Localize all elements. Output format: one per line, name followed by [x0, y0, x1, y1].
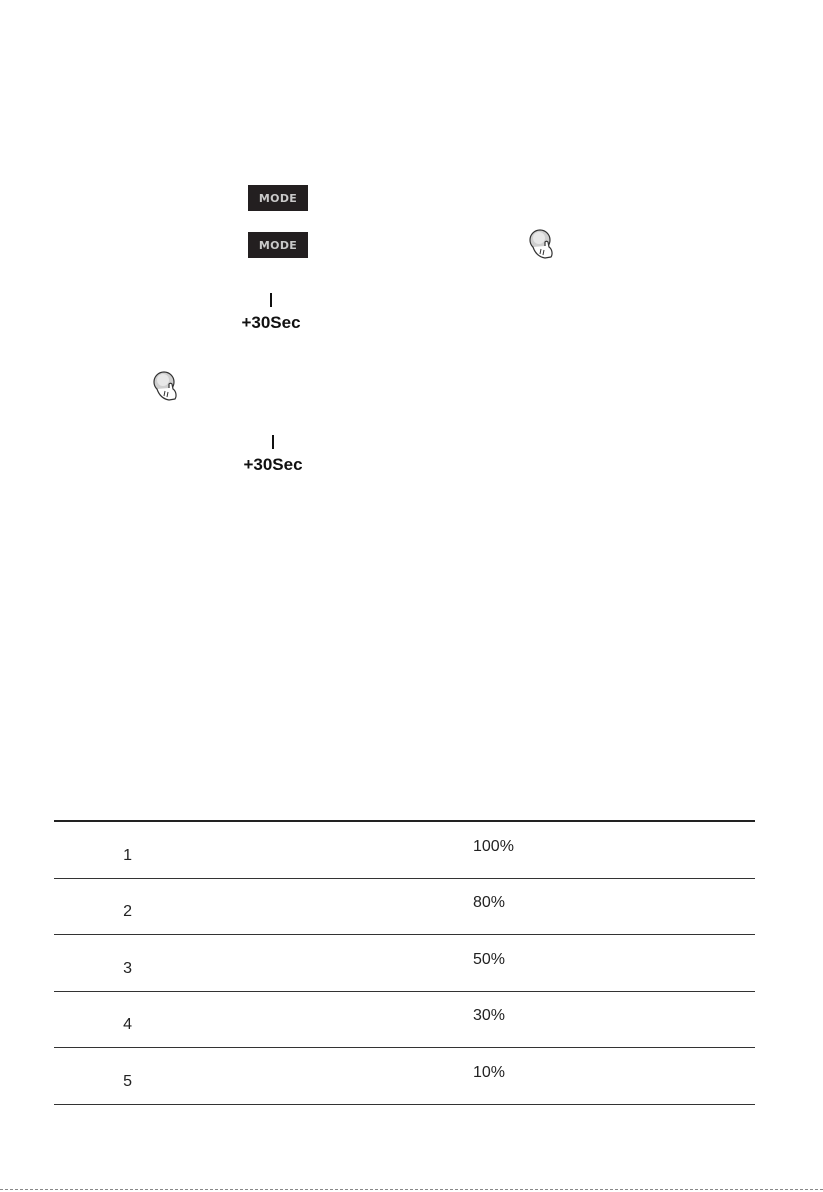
power-level-table: [54, 820, 755, 1105]
table-row: [54, 878, 755, 935]
knob-hand-icon[interactable]: [527, 227, 557, 261]
power-level-cell: 3: [123, 959, 132, 977]
power-percent-cell: 50%: [473, 950, 506, 968]
power-percent-cell: 10%: [473, 1063, 506, 1081]
mode-button-label: MODE: [258, 238, 298, 252]
mode-button-2[interactable]: [248, 232, 308, 258]
table-row: [54, 991, 755, 1048]
knob-hand-icon[interactable]: [151, 369, 181, 403]
power-percent-cell: 80%: [473, 894, 506, 912]
start-key-icon: [270, 293, 272, 307]
page-bottom-divider: [0, 1189, 823, 1190]
power-level-cell: 2: [123, 903, 132, 921]
start-30sec-button-2[interactable]: [233, 435, 313, 477]
table-row: [54, 1048, 755, 1105]
power-percent-cell: 30%: [473, 1007, 506, 1025]
table-row: [54, 821, 755, 878]
start-button-label: +30Sec: [241, 313, 301, 332]
start-button-label: +30Sec: [243, 455, 303, 474]
power-level-cell: 1: [123, 846, 132, 864]
power-level-cell: 5: [123, 1072, 132, 1090]
power-level-cell: 4: [123, 1016, 132, 1034]
mode-button-1[interactable]: [248, 185, 308, 211]
start-30sec-button-1[interactable]: [231, 293, 311, 335]
start-key-icon: [272, 435, 274, 449]
table-row: [54, 935, 755, 992]
mode-button-label: MODE: [258, 191, 298, 205]
power-percent-cell: 100%: [473, 837, 514, 855]
